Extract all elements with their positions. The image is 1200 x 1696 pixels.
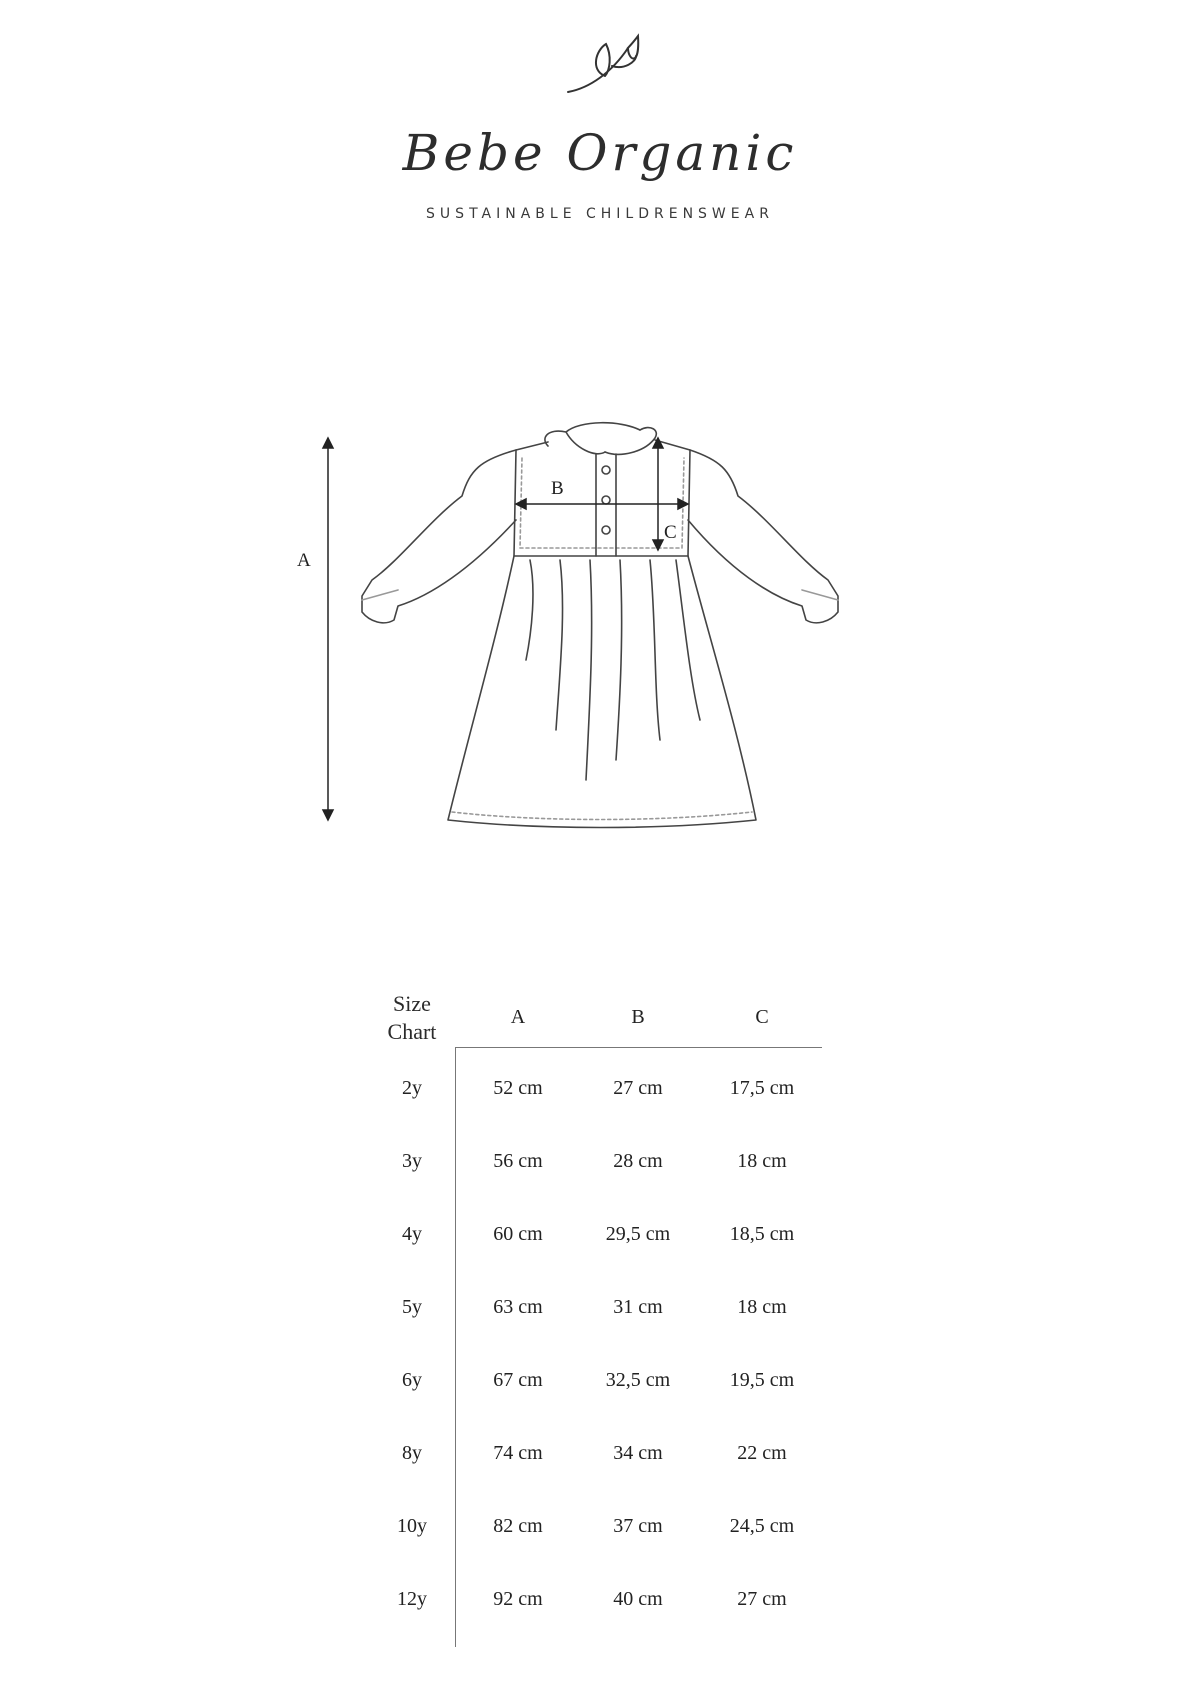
measure-c-cell: 18 cm xyxy=(737,1296,787,1318)
size-chart-title xyxy=(372,990,452,1046)
size-cell: 12y xyxy=(397,1588,427,1610)
measure-b-cell: 28 cm xyxy=(613,1150,663,1172)
measure-b-cell: 37 cm xyxy=(613,1515,663,1537)
dimension-label-a: A xyxy=(297,550,311,571)
measure-c-cell: 19,5 cm xyxy=(729,1369,795,1391)
measure-a-cell: 67 cm xyxy=(493,1369,543,1391)
measure-a-cell: 60 cm xyxy=(493,1223,543,1245)
measure-a-cell: 56 cm xyxy=(493,1150,543,1172)
size-cell: 6y xyxy=(402,1369,422,1391)
size-cell: 3y xyxy=(402,1150,422,1172)
size-chart-title-line2: Chart xyxy=(387,1019,437,1044)
measure-b-cell: 27 cm xyxy=(613,1077,663,1099)
size-cell: 4y xyxy=(402,1223,422,1245)
measure-a-cell: 52 cm xyxy=(493,1077,543,1099)
column-header-b: B xyxy=(631,1006,645,1028)
measure-c-cell: 17,5 cm xyxy=(729,1077,795,1099)
measure-c-cell: 22 cm xyxy=(737,1442,787,1464)
column-divider xyxy=(455,1047,456,1647)
measure-a-cell: 82 cm xyxy=(493,1515,543,1537)
column-header-c: C xyxy=(755,1006,769,1028)
measure-c-cell: 18,5 cm xyxy=(729,1223,795,1245)
dress-drawing-svg xyxy=(0,400,1200,860)
dimension-label-b: B xyxy=(551,478,564,499)
measure-c-cell: 24,5 cm xyxy=(729,1515,795,1537)
size-chart-title-line1: Size xyxy=(393,991,431,1016)
measure-a-cell: 74 cm xyxy=(493,1442,543,1464)
measure-c-cell: 18 cm xyxy=(737,1150,787,1172)
measure-a-cell: 63 cm xyxy=(493,1296,543,1318)
measure-b-cell: 31 cm xyxy=(613,1296,663,1318)
dimension-label-c: C xyxy=(664,522,677,543)
size-cell: 10y xyxy=(397,1515,427,1537)
measure-b-cell: 34 cm xyxy=(613,1442,663,1464)
brand-header xyxy=(0,0,1200,240)
brand-name: Bebe Organic xyxy=(402,124,798,182)
measure-c-cell: 27 cm xyxy=(737,1588,787,1610)
header-divider xyxy=(455,1047,822,1048)
column-header-a: A xyxy=(510,1006,526,1028)
measure-a-cell: 92 cm xyxy=(493,1588,543,1610)
brand-tagline: SUSTAINABLE CHILDRENSWEAR xyxy=(426,206,774,222)
size-cell: 2y xyxy=(402,1077,422,1099)
measure-b-cell: 29,5 cm xyxy=(605,1223,671,1245)
dress-technical-drawing xyxy=(0,400,1200,860)
measure-b-cell: 32,5 cm xyxy=(605,1369,671,1391)
size-cell: 5y xyxy=(402,1296,422,1318)
measure-b-cell: 40 cm xyxy=(613,1588,663,1610)
size-cell: 8y xyxy=(402,1442,422,1464)
brand-wordmark xyxy=(0,0,1200,200)
